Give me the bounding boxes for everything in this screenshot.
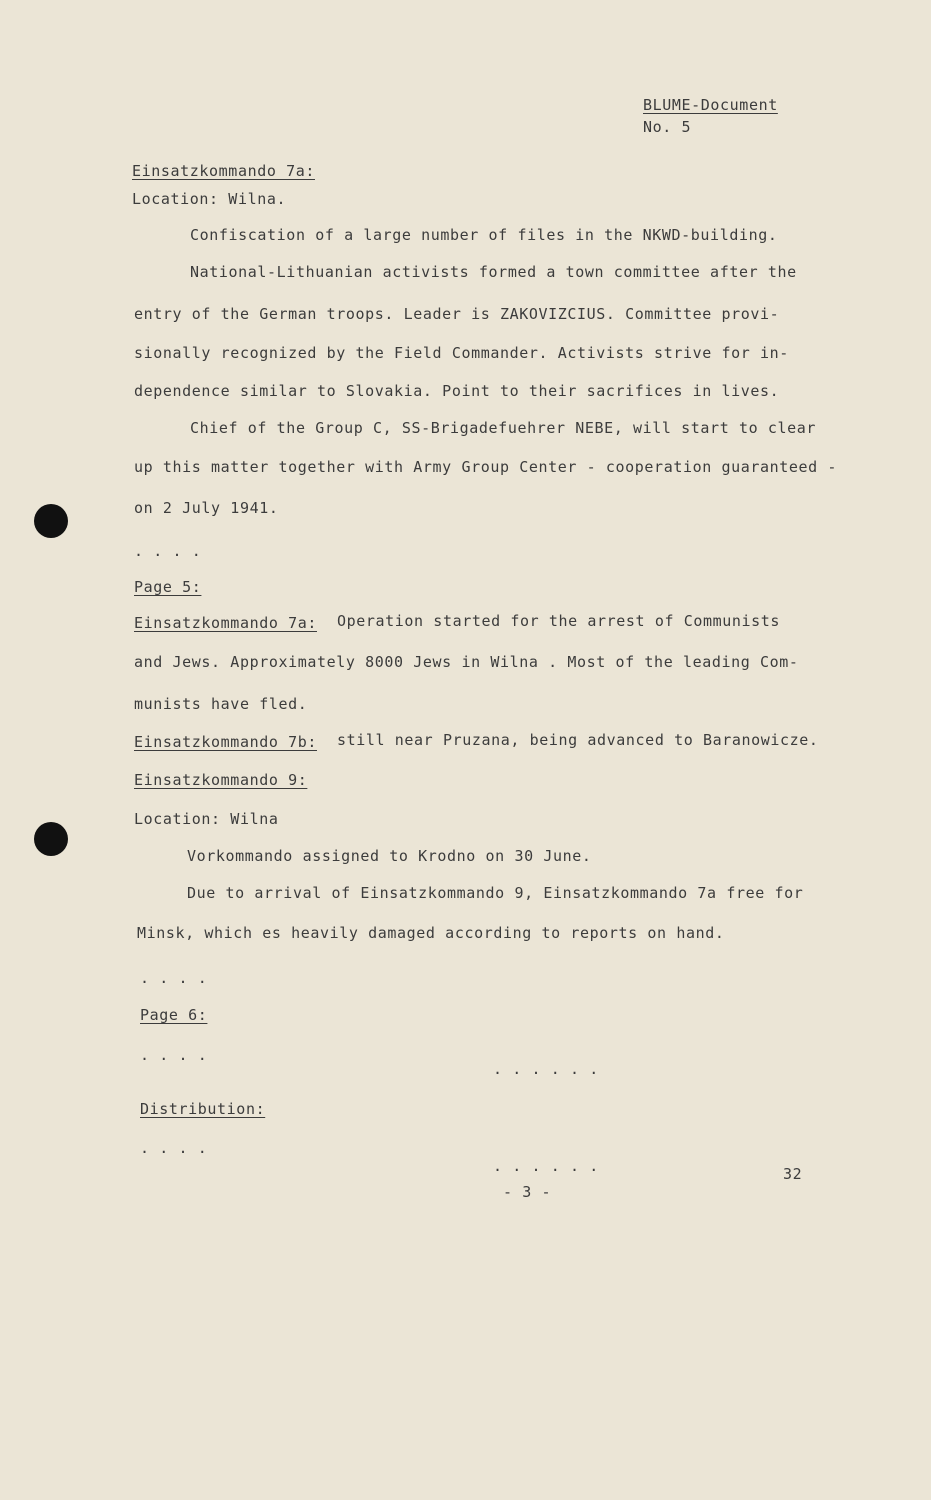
paragraph-line: Confiscation of a large number of files in the NKWD-building. xyxy=(190,226,778,244)
omission-dots: . . . . . . xyxy=(493,1060,599,1078)
document-title: BLUME-Document xyxy=(643,96,778,114)
paragraph-line: Minsk, which es heavily damaged according to reports on hand. xyxy=(137,924,725,942)
page-number: - 3 - xyxy=(503,1183,552,1201)
omission-dots: . . . . xyxy=(140,1139,208,1157)
paragraph-line: Due to arrival of Einsatzkommando 9, Einsatzkommando 7a free for xyxy=(187,884,804,902)
ek7b-label: Einsatzkommando 7b: xyxy=(134,733,317,751)
omission-dots: . . . . xyxy=(140,1046,208,1064)
omission-dots: . . . . xyxy=(134,542,202,560)
paragraph-line: Chief of the Group C, SS-Brigadefuehrer NEBE, will start to clear xyxy=(190,419,816,437)
location-line: Location: Wilna. xyxy=(132,190,287,208)
paragraph-line: still near Pruzana, being advanced to Baranowicze. xyxy=(337,731,819,749)
document-number: No. 5 xyxy=(643,118,692,136)
location-line: Location: Wilna xyxy=(134,810,279,828)
paragraph-line: munists have fled. xyxy=(134,695,308,713)
paragraph-line: and Jews. Approximately 8000 Jews in Wilna . Most of the leading Com- xyxy=(134,653,799,671)
paragraph-line: sionally recognized by the Field Commander. Activists strive for in- xyxy=(134,344,789,362)
stamp-number: 32 xyxy=(783,1165,803,1183)
distribution-heading: Distribution: xyxy=(140,1100,266,1118)
omission-dots: . . . . . . xyxy=(493,1157,599,1175)
page5-heading: Page 5: xyxy=(134,578,202,596)
paragraph-line: on 2 July 1941. xyxy=(134,499,279,517)
ek7a-label: Einsatzkommando 7a: xyxy=(134,614,317,632)
paragraph-line: National-Lithuanian activists formed a town committee after the xyxy=(190,263,797,281)
paragraph-line: Vorkommando assigned to Krodno on 30 June. xyxy=(187,847,592,865)
punch-hole xyxy=(34,504,68,538)
section-heading-ek7a: Einsatzkommando 7a: xyxy=(132,162,315,180)
paragraph-line: up this matter together with Army Group Center - cooperation guaranteed - xyxy=(134,458,838,476)
paragraph-line: Operation started for the arrest of Communists xyxy=(337,612,781,630)
page6-heading: Page 6: xyxy=(140,1006,208,1024)
ek9-heading: Einsatzkommando 9: xyxy=(134,771,308,789)
punch-hole xyxy=(34,822,68,856)
omission-dots: . . . . xyxy=(140,969,208,987)
paragraph-line: dependence similar to Slovakia. Point to their sacrifices in lives. xyxy=(134,382,780,400)
paragraph-line: entry of the German troops. Leader is ZAKOVIZCIUS. Committee provi- xyxy=(134,305,780,323)
